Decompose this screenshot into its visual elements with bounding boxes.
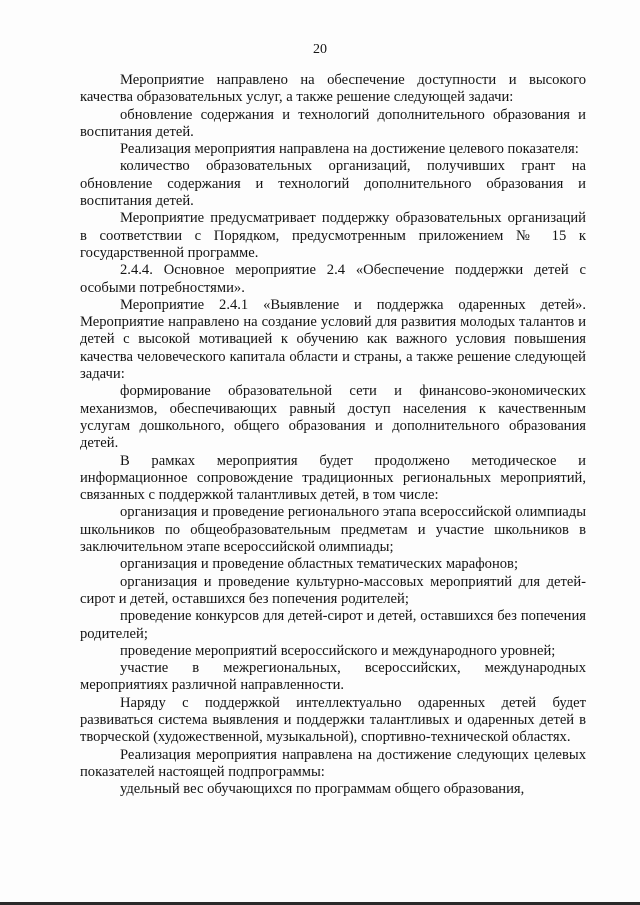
paragraph: формирование образовательной сети и финансово-экономических механизмов, обеспечивающих равный доступ населения к качественным услугам дошкольного, общего образования и дополнительного образования детей. (80, 383, 586, 452)
list-item: проведение мероприятий всероссийского и международного уровней; (120, 642, 556, 659)
paragraph: удельный вес обучающихся по программам общего образования, (120, 781, 525, 798)
paragraph: Реализация мероприятия направлена на достижение следующих целевых показателей настоящей подпрограммы: (80, 746, 586, 780)
paragraph: В рамках мероприятия будет продолжено методическое и информационное сопровождение традиционных региональных мероприятий, связанных с поддержкой талантливых детей, в том числе: (80, 452, 586, 504)
paragraph: Мероприятие направлено на обеспечение доступности и высокого качества образовательных услуг, а также решение следующей задачи: (80, 72, 586, 106)
list-item: организация и проведение областных тематических марафонов; (120, 556, 519, 573)
page-number: 20 (313, 42, 327, 57)
paragraph: Мероприятие предусматривает поддержку образовательных организаций в соответствии с Порядком, предусмотренным приложением № 15 к государственной программе. (80, 210, 586, 261)
section-heading: 2.4.4. Основное мероприятие 2.4 «Обеспечение поддержки детей с особыми потребностями». (80, 262, 586, 296)
list-item: участие в межрегиональных, всероссийских, международных мероприятиях различной направленности. (80, 660, 586, 694)
list-item: организация и проведение регионального этапа всероссийской олимпиады школьников по общеобразовательным предметам и участие школьников в заключительном этапе всероссийской олимпиады; (80, 504, 586, 556)
body-text (80, 72, 586, 798)
paragraph: Наряду с поддержкой интеллектуально одаренных детей будет развиваться система выявления и поддержки талантливых и одаренных детей в творческой (художественной, музыкальной), спортивно-технической областях. (80, 694, 586, 746)
paragraph: Реализация мероприятия направлена на достижение целевого показателя: (120, 141, 579, 158)
paragraph: Мероприятие 2.4.1 «Выявление и поддержка одаренных детей». Мероприятие направлено на создание условий для развития молодых талантов и детей с высокой мотивацией к обучению как важного условия повышения качества человеческого капитала области и страны, а также решение следующей задачи: (80, 296, 586, 383)
list-item: проведение конкурсов для детей-сирот и детей, оставшихся без попечения родителей; (80, 608, 586, 642)
paragraph: количество образовательных организаций, получивших грант на обновление содержания и технологий дополнительного образования и воспитания детей. (80, 158, 586, 210)
paragraph: обновление содержания и технологий дополнительного образования и воспитания детей. (80, 106, 586, 140)
list-item: организация и проведение культурно-массовых мероприятий для детей-сирот и детей, оставшихся без попечения родителей; (80, 573, 586, 607)
